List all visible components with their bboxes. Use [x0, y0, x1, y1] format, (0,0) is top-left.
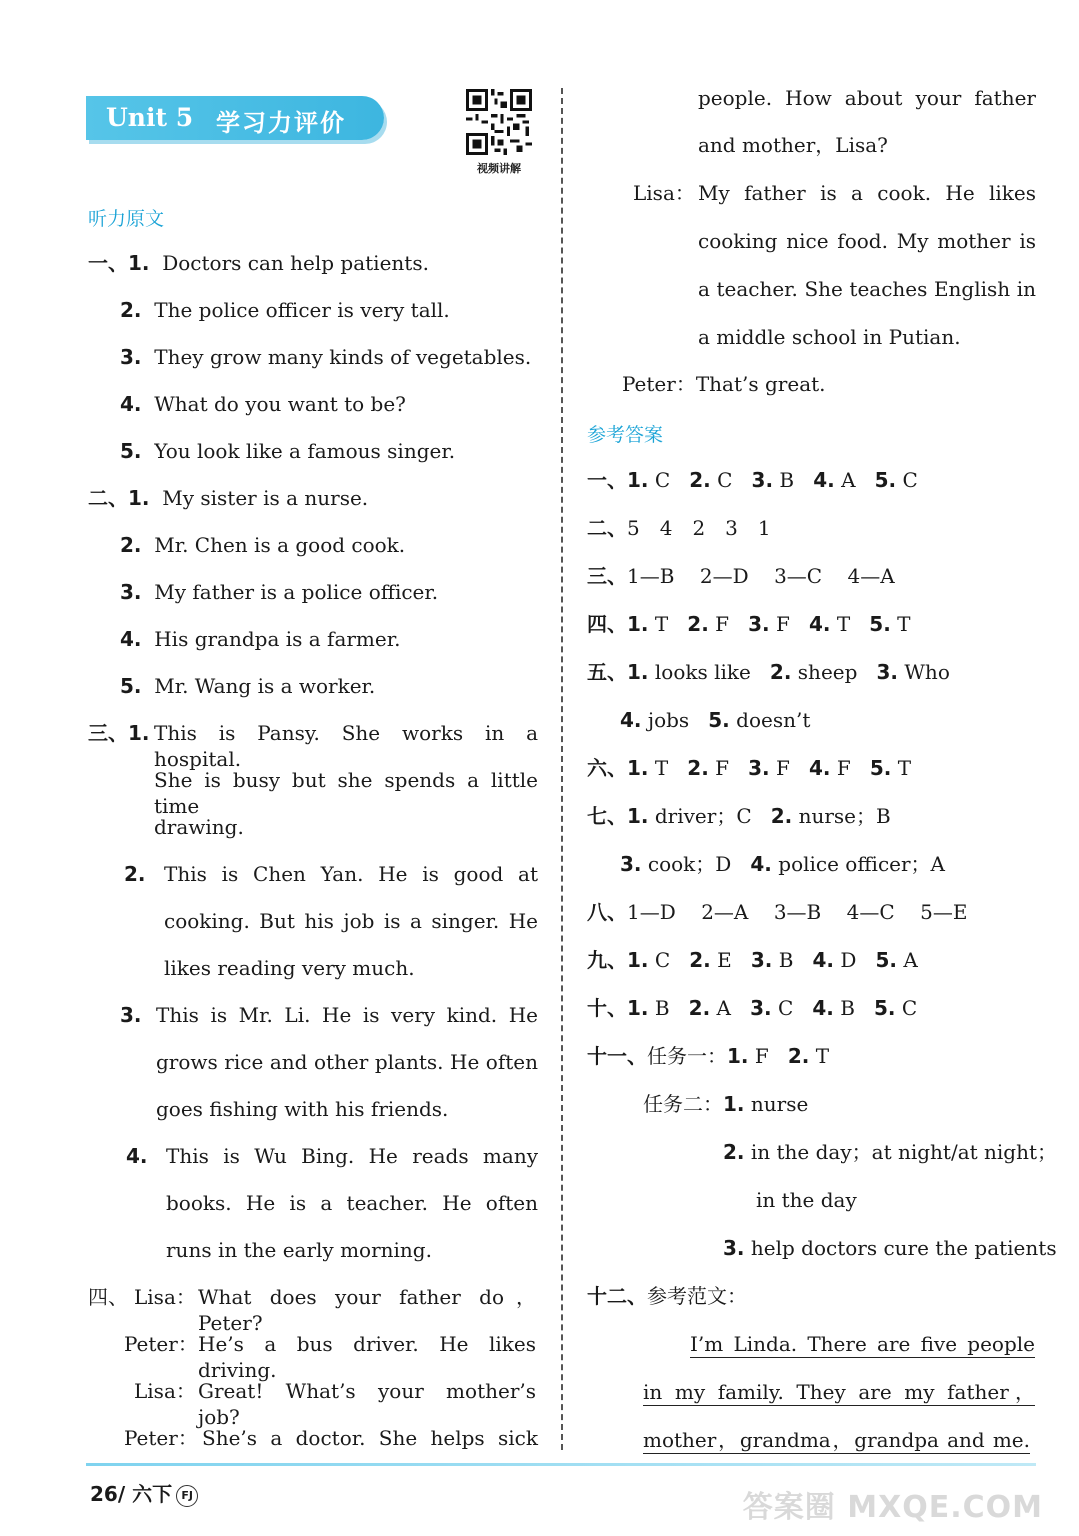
answer-row-7: 七、1. driver；C 2. nurse；B: [587, 804, 891, 828]
unit-title: 学习力评价: [216, 109, 346, 137]
listening-s2-5: 5. Mr. Wang is a worker.: [120, 674, 376, 698]
listening-s3-4-line3: runs in the early morning.: [166, 1238, 432, 1262]
answer-row-5b: 4. jobs 5. doesn’t: [620, 708, 811, 732]
dialogue-speaker: Peter：That’s great.: [622, 372, 826, 396]
listening-heading: 听力原文: [88, 208, 165, 230]
dialogue-line: My father is a cook. He likes: [698, 181, 1036, 205]
listening-s2-3: 3. My father is a police officer.: [120, 580, 439, 604]
dialogue-line: a middle school in Putian.: [698, 325, 961, 349]
listening-s3-3-line1: This is Mr. Li. He is very kind. He: [156, 1003, 538, 1027]
qr-code-icon[interactable]: [466, 89, 532, 155]
listening-s1-3: 3. They grow many kinds of vegetables.: [120, 345, 532, 369]
unit-banner: [86, 96, 384, 140]
listening-s3-2-line3: likes reading very much.: [164, 956, 415, 980]
essay-line-3: mother，grandma，grandpa and me.: [643, 1428, 1030, 1452]
answer-row-2: 二、5 4 2 3 1: [587, 516, 771, 540]
listening-s3-1-line2: She is busy but she spends a little time: [154, 768, 538, 818]
listening-s4-label: 四、: [88, 1285, 128, 1309]
dialogue-speaker: Peter：: [124, 1426, 198, 1450]
listening-s1-4: 4. What do you want to be?: [120, 392, 406, 416]
dialogue-speaker: Lisa：: [134, 1285, 196, 1309]
edition-badge: FJ: [176, 1485, 198, 1507]
dialogue-cont-line2: and mother，Lisa?: [698, 133, 888, 157]
listening-s3-3-line3: goes fishing with his friends.: [156, 1097, 449, 1121]
answer-row-11: 十一、任务一：1. F 2. T: [587, 1044, 830, 1068]
answer-row-4: 四、1. T 2. F 3. F 4. T 5. T: [587, 612, 911, 636]
answer-row-3: 三、1—B 2—D 3—C 4—A: [587, 564, 895, 588]
dialogue-speaker: Lisa：: [134, 1379, 196, 1403]
listening-s3-4-num: 4.: [126, 1144, 148, 1168]
listening-s3-3-line2: grows rice and other plants. He often: [156, 1050, 538, 1074]
listening-s2-2: 2. Mr. Chen is a good cook.: [120, 533, 406, 557]
answer-row-6: 六、1. T 2. F 3. F 4. F 5. T: [587, 756, 912, 780]
answer-row-11-task2-3: 3. help doctors cure the patients: [723, 1236, 1057, 1260]
unit-label: Unit 5: [106, 103, 194, 132]
watermark-logo: 答案圈 MXQE.COM: [742, 1490, 1043, 1525]
listening-s2-4: 4. His grandpa is a farmer.: [120, 627, 401, 651]
answers-heading: 参考答案: [587, 424, 664, 446]
answer-row-9: 九、1. C 2. E 3. B 4. D 5. A: [587, 948, 918, 972]
listening-s1-2: 2. The police officer is very tall.: [120, 298, 450, 322]
listening-s3-1-line1: This is Pansy. She works in a hospital.: [154, 721, 538, 771]
page-number: 26: [90, 1482, 118, 1506]
listening-s2-1: 二、1. My sister is a nurse.: [88, 486, 369, 510]
footer-rule: [86, 1463, 1036, 1466]
answer-row-7b: 3. cook；D 4. police officer；A: [620, 852, 945, 876]
qr-caption: 视频讲解: [477, 162, 521, 175]
listening-s1-5: 5. You look like a famous singer.: [120, 439, 456, 463]
answer-row-5: 五、1. looks like 2. sheep 3. Who: [587, 660, 950, 684]
listening-s3-label: 三、1.: [88, 721, 150, 745]
answer-row-11-task2: 任务二：1. nurse: [643, 1092, 809, 1116]
listening-s1-1: 一、1. Doctors can help patients.: [88, 251, 429, 275]
listening-s3-3-num: 3.: [120, 1003, 142, 1027]
listening-s3-2-num: 2.: [124, 862, 146, 886]
answer-row-11-task2-2b: in the day: [756, 1188, 857, 1212]
dialogue-line: What does your father do，Peter?: [198, 1285, 536, 1335]
listening-s3-4-line1: This is Wu Bing. He reads many: [166, 1144, 538, 1168]
listening-s3-4-line2: books. He is a teacher. He often: [166, 1191, 538, 1215]
dialogue-speaker: Lisa：: [633, 181, 695, 205]
dialogue-line: She’s a doctor. She helps sick: [202, 1426, 538, 1450]
listening-s3-2-line2: cooking. But his job is a singer. He: [164, 909, 538, 933]
essay-line-1: I’m Linda. There are five people: [690, 1332, 1035, 1356]
essay-line-2: in my family. They are my father，: [643, 1380, 1035, 1404]
answer-row-8: 八、1—D 2—A 3—B 4—C 5—E: [587, 900, 968, 924]
answer-row-12: 十二、参考范文：: [587, 1284, 747, 1308]
dialogue-line: cooking nice food. My mother is: [698, 229, 1036, 253]
listening-s3-1-line3: drawing.: [154, 815, 244, 839]
answer-row-10: 十、1. B 2. A 3. C 4. B 5. C: [587, 996, 918, 1020]
answer-row-1: 一、1. C 2. C 3. B 4. A 5. C: [587, 468, 918, 492]
column-divider: [561, 88, 563, 1450]
grade-label: 六下: [132, 1482, 173, 1506]
dialogue-speaker: Peter：: [124, 1332, 198, 1356]
listening-s3-2-line1: This is Chen Yan. He is good at: [164, 862, 538, 886]
dialogue-line: Great! What’s your mother’s job?: [198, 1379, 536, 1429]
dialogue-cont-line1: people. How about your father: [698, 86, 1036, 110]
answer-row-11-task2-2: 2. in the day；at night/at night；: [723, 1140, 1058, 1164]
dialogue-line: a teacher. She teaches English in: [698, 277, 1036, 301]
dialogue-line: He’s a bus driver. He likes driving.: [198, 1332, 536, 1382]
page-footer: 26/ 六下 FJ: [90, 1478, 198, 1507]
